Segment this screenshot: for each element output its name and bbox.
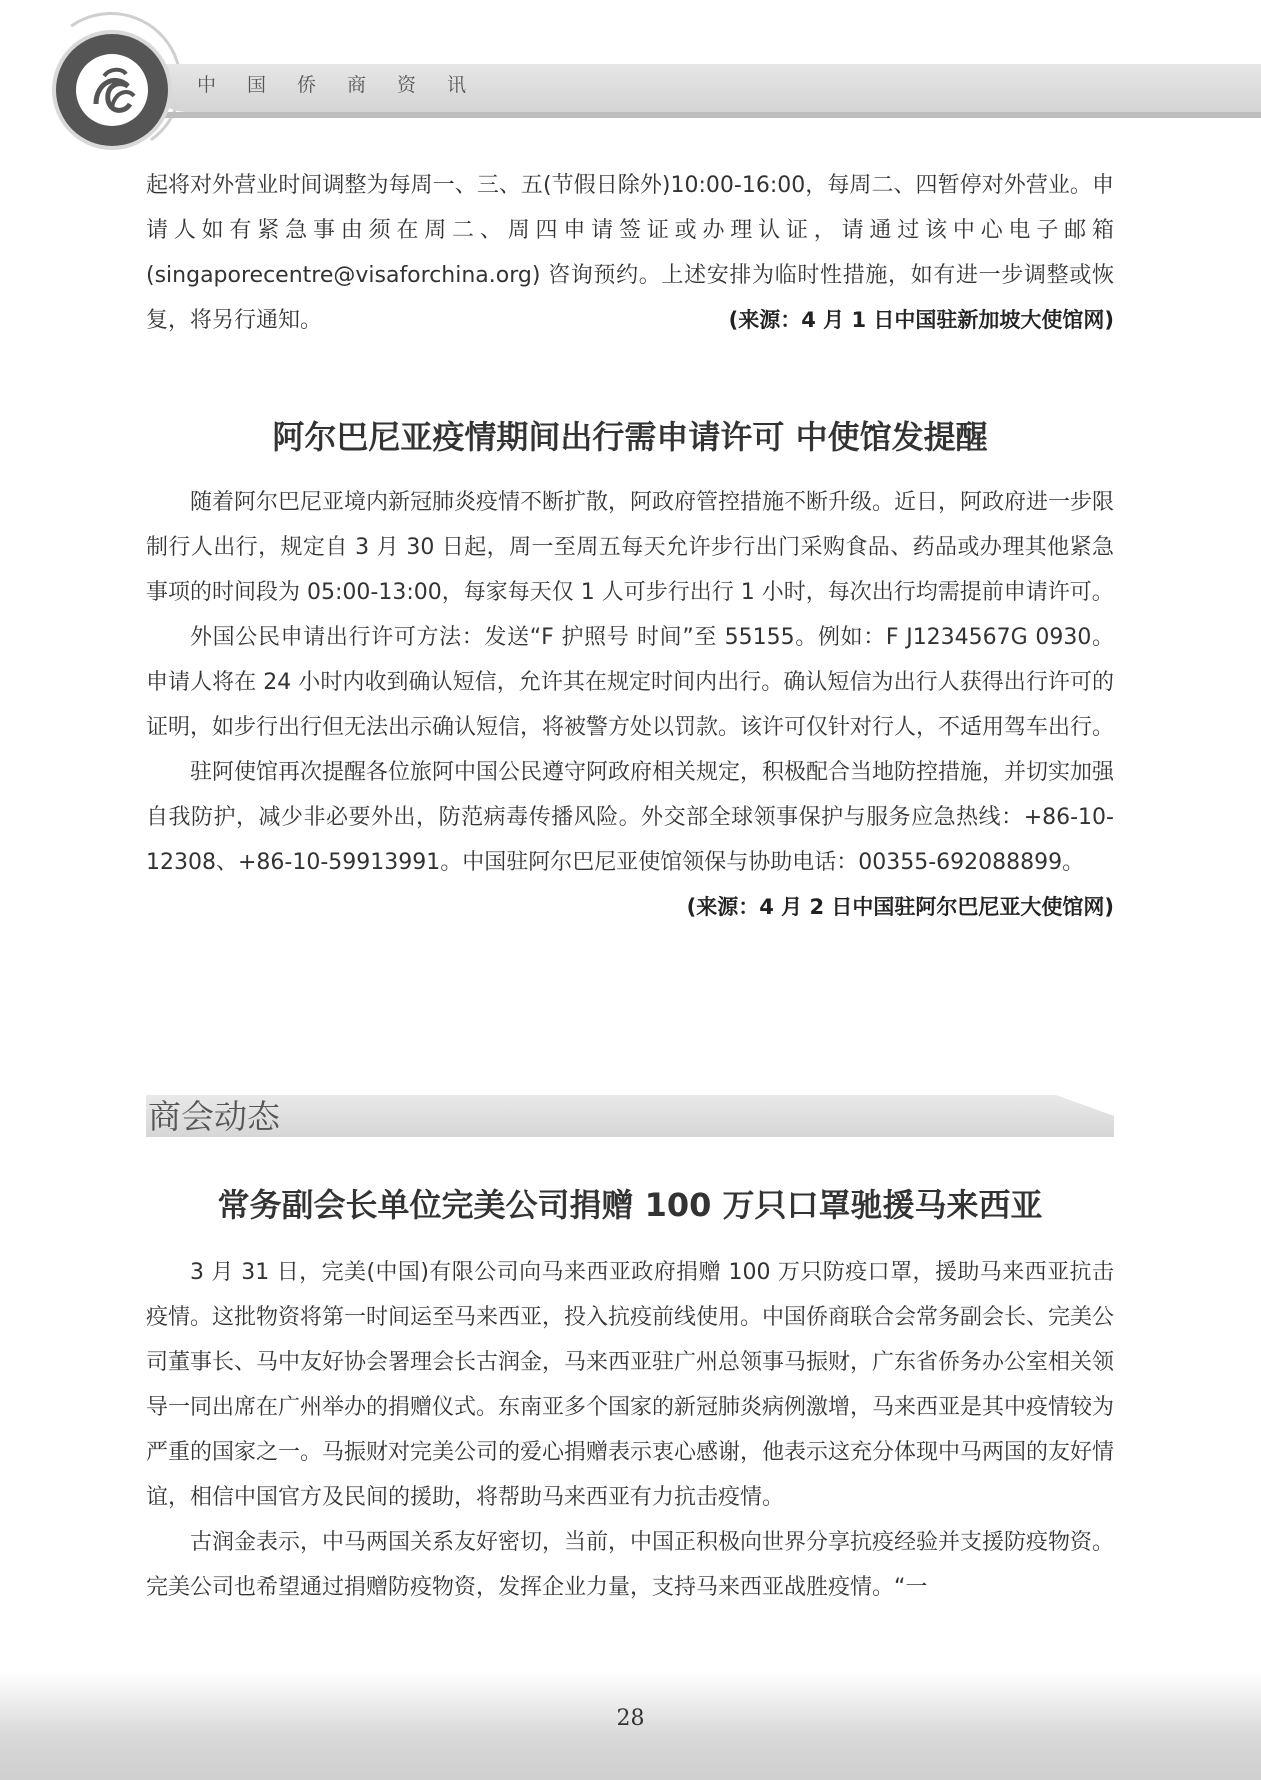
article-source: (来源：4 月 1 日中国驻新加坡大使馆网) — [728, 308, 1114, 332]
paragraph-text: 驻阿使馆再次提醒各位旅阿中国公民遵守阿政府相关规定，积极配合当地防控措施，并切实加强自我防护，减少非必要外出，防范病毒传播风险。外交部全球领事保护与服务应急热线：+86-10-12308、+86-10-59913991。中国驻阿尔巴尼亚使馆领保与协助电话：00355-692088899。 — [146, 760, 1115, 875]
article-body — [146, 1250, 1114, 1610]
logo — [56, 34, 168, 146]
paragraph: 3 月 31 日，完美(中国)有限公司向马来西亚政府捐赠 100 万只防疫口罩，援助马来西亚抗击疫情。这批物资将第一时间运至马来西亚，投入抗疫前线使用。中国侨商联合会常务副会长、完美公司董事长、马中友好协会署理会长古润金，马来西亚驻广州总领事马振财，广东省侨务办公室相关领导一同出席在广州举办的捐赠仪式。东南亚多个国家的新冠肺炎病例激增，马来西亚是其中疫情较为严重的国家之一。马振财对完美公司的爱心捐赠表示衷心感谢，他表示这充分体现中马两国的友好情谊，相信中国官方及民间的援助，将帮助马来西亚有力抗击疫情。 — [146, 1260, 1115, 1510]
header-band-shadow — [150, 112, 1261, 118]
section-header-band — [146, 1095, 1114, 1137]
paragraph: 随着阿尔巴尼亚境内新冠肺炎疫情不断扩散，阿政府管控措施不断升级。近日，阿政府进一步限制行人出行，规定自 3 月 30 日起，周一至周五每天允许步行出门采购食品、药品或办理其他紧急事项的时间段为 05:00-13:00，每家每天仅 1 人可步行出行 1 小时，每次出行均需提前申请许可。 — [146, 490, 1115, 605]
article-title: 常务副会长单位完美公司捐赠 100 万只口罩驰援马来西亚 — [217, 1186, 1043, 1224]
article-body — [146, 480, 1114, 930]
page-number: 28 — [616, 1706, 645, 1731]
article-continued — [146, 163, 1114, 343]
paragraph — [146, 750, 1114, 930]
logo-emblem-icon — [56, 34, 168, 146]
article-title: 阿尔巴尼亚疫情期间出行需申请许可 中使馆发提醒 — [272, 418, 988, 456]
article-source: (来源：4 月 2 日中国驻阿尔巴尼亚大使馆网) — [686, 895, 1114, 919]
paragraph: 外国公民申请出行许可方法：发送“F 护照号 时间”至 55155。例如：F J1234567G 0930。申请人将在 24 小时内收到确认短信，允许其在规定时间内出行。确认短信为出行人获得出行许可的证明，如步行出行但无法出示确认短信，将被警方处以罚款。该许可仅针对行人，不适用驾车出行。 — [146, 625, 1115, 740]
paragraph: 古润金表示，中马两国关系友好密切，当前，中国正积极向世界分享抗疫经验并支援防疫物资。完美公司也希望通过捐赠防疫物资，发挥企业力量，支持马来西亚战胜疫情。“一 — [146, 1530, 1115, 1600]
publication-title: 中国侨商资讯 — [197, 74, 498, 96]
article-continued-paragraph — [146, 163, 1114, 343]
section-title: 商会动态 — [148, 1097, 280, 1136]
paragraph-text: 起将对外营业时间调整为每周一、三、五(节假日除外)10:00-16:00，每周二、四暂停对外营业。申请人如有紧急事由须在周二、周四申请签证或办理认证，请通过该中心电子邮箱 (singaporecentre@visaforchina.org) 咨询预约。上述安排为临时性措施，如有进一步调整或恢复，将另行通知。 — [146, 173, 1114, 333]
